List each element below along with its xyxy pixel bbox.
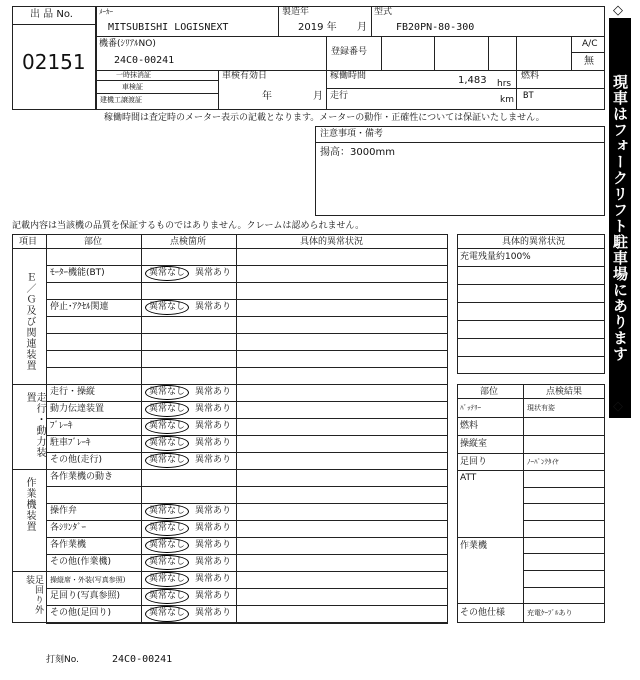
lot-label: 出 品 No.: [30, 9, 73, 20]
row-separator: [46, 537, 448, 538]
ok-label: 異常なし: [149, 506, 186, 516]
row-separator: [46, 282, 448, 283]
model-label: 型式: [374, 7, 393, 17]
group-label: Ｅ／Ｇ及び関連装置: [24, 272, 35, 371]
hours-note: 稼働時間は査定時のメーター表示の記載となります。メーターの動作・正確性については保証いたしません。: [104, 113, 545, 123]
row-separator: [46, 418, 448, 419]
hours-unit: hrs: [497, 79, 512, 89]
ng-label: 異常あり: [195, 608, 232, 618]
ok-label: 異常なし: [149, 540, 186, 550]
remarks-label: 注意事項・備考: [320, 129, 384, 139]
ok-label: 異常なし: [149, 574, 186, 584]
lot-number: 02151: [22, 50, 86, 74]
cert-transfer: 建機工譲渡証: [100, 96, 142, 104]
hours-label: 稼働時間: [330, 71, 367, 81]
header-item: 項目: [19, 237, 38, 247]
disclaimer: 記載内容は当該機の品質を保証するものではありません。クレームは認められません。: [12, 221, 365, 231]
ok-label: 異常なし: [149, 302, 186, 312]
results-part-cab: 操縦室: [460, 439, 488, 449]
ng-label: 異常あり: [195, 404, 232, 414]
ok-label: 異常なし: [149, 438, 186, 448]
row-separator: [46, 554, 448, 555]
row-part-label: 操縦席・外装(写真参照): [50, 576, 126, 584]
year-label: 製造年: [282, 7, 310, 17]
stamp-value: 24C0-00241: [112, 654, 173, 665]
ng-label: 異常あり: [195, 387, 232, 397]
ok-label: 異常なし: [149, 268, 186, 278]
ac-value: 無: [584, 56, 594, 67]
row-separator: [46, 503, 448, 504]
cert-temp-deregistration: 一時抹消証: [116, 71, 151, 79]
row-separator: [46, 452, 448, 453]
row-separator: [46, 520, 448, 521]
model-value: FB20PN-80-300: [396, 22, 475, 33]
ok-label: 異常なし: [149, 557, 186, 567]
row-part-label: その他(足回り): [50, 608, 112, 618]
row-part-label: 動力伝達装置: [50, 404, 105, 414]
fuel-label: 燃料: [521, 71, 540, 81]
serial-label: 機番(ｼﾘｱﾙNO): [99, 39, 156, 49]
results-value-battery: 現状有姿: [527, 404, 555, 412]
remarks-value: 揚高：3000mm: [320, 147, 395, 158]
results-part-att: ATT: [460, 473, 477, 483]
travel-label: 走行: [330, 91, 349, 101]
ok-label: 異常なし: [149, 455, 186, 465]
results-part-work-equipment: 作業機: [460, 541, 488, 551]
inspection-label: 車検有効日: [222, 71, 268, 81]
right-detail-line1: 充電残量約100%: [460, 252, 531, 262]
ng-label: 異常あり: [195, 506, 232, 516]
row-separator: [46, 299, 448, 300]
row-separator: [46, 333, 448, 334]
row-separator: [46, 588, 448, 589]
ng-label: 異常あり: [195, 557, 232, 567]
results-part-undercarriage: 足回り: [460, 457, 488, 467]
banner-diamond-top: ◇: [613, 3, 623, 18]
location-banner: 現車はフォークリフト駐車場にあります: [609, 18, 631, 418]
ok-label: 異常なし: [149, 523, 186, 533]
results-value-other-spec: 充電ｹｰﾌﾞﾙあり: [527, 609, 573, 617]
row-part-label: 各作業機の動き: [50, 472, 114, 482]
hours-value: 1,483: [458, 75, 487, 86]
results-part-other-spec: その他仕様: [460, 608, 506, 618]
maker-label: ﾒｰｶｰ: [99, 8, 113, 16]
row-separator: [46, 435, 448, 436]
results-value-undercarriage: ﾉｰﾊﾟﾝｸﾀｲﾔ: [527, 458, 559, 466]
fuel-value: BT: [523, 91, 534, 101]
header-part: 部位: [84, 237, 103, 247]
inspection-year-unit: 年: [262, 91, 272, 102]
ng-label: 異常あり: [195, 302, 232, 312]
header-check: 点検箇所: [170, 237, 207, 247]
ac-label: A/C: [582, 39, 598, 49]
ng-label: 異常あり: [195, 268, 232, 278]
ng-label: 異常あり: [195, 438, 232, 448]
row-part-label: 停止･ｱｸｾﾙ関連: [50, 302, 109, 312]
row-separator: [46, 350, 448, 351]
row-part-label: 足回り(写真参照): [50, 591, 121, 601]
ng-label: 異常あり: [195, 421, 232, 431]
row-separator: [46, 367, 448, 368]
header-detail: 具体的異常状況: [300, 237, 364, 247]
results-header-result: 点検結果: [546, 387, 583, 397]
maker-value: MITSUBISHI LOGISNEXT: [108, 22, 229, 33]
cert-vehicle-inspection: 車検証: [122, 83, 143, 91]
results-part-battery: ﾊﾞｯﾃﾘｰ: [460, 404, 481, 412]
group-label: 作業機装置: [24, 477, 35, 532]
row-separator: [46, 486, 448, 487]
row-part-label: 各作業機: [50, 540, 87, 550]
registration-label: 登録番号: [331, 47, 368, 57]
row-part-label: 操作弁: [50, 506, 78, 516]
row-part-label: 各ｼﾘﾝﾀﾞｰ: [50, 523, 87, 533]
row-part-label: 走行・操縦: [50, 387, 96, 397]
row-part-label: その他(作業機): [50, 557, 112, 567]
results-part-fuel: 燃料: [460, 421, 479, 431]
row-separator: [46, 605, 448, 606]
ok-label: 異常なし: [149, 421, 186, 431]
ok-label: 異常なし: [149, 387, 186, 397]
ok-label: 異常なし: [149, 591, 186, 601]
group-separator: [12, 384, 448, 385]
remarks-box: [315, 126, 605, 216]
ng-label: 異常あり: [195, 574, 232, 584]
serial-value: 24C0-00241: [114, 55, 175, 66]
group-label: 足回り外装: [24, 575, 43, 615]
row-part-label: ﾓｰﾀｰ機能(BT): [50, 268, 105, 278]
row-separator: [46, 623, 448, 624]
group-separator: [12, 469, 448, 470]
inspection-month-unit: 月: [313, 91, 323, 102]
row-part-label: 駐車ﾌﾞﾚｰｷ: [50, 438, 91, 448]
ng-label: 異常あり: [195, 591, 232, 601]
km-unit: km: [500, 95, 514, 105]
row-separator: [46, 316, 448, 317]
year-value: 2019 年: [298, 22, 337, 33]
row-separator: [46, 401, 448, 402]
ng-label: 異常あり: [195, 455, 232, 465]
ok-label: 異常なし: [149, 608, 186, 618]
row-separator: [46, 265, 448, 266]
ok-label: 異常なし: [149, 404, 186, 414]
banner-diamond-bottom: ◇: [613, 399, 623, 414]
group-label: 走行・動力装置: [24, 392, 45, 458]
group-separator: [12, 571, 448, 572]
stamp-label: 打刻No.: [46, 655, 79, 665]
ng-label: 異常あり: [195, 523, 232, 533]
row-part-label: その他(走行): [50, 455, 103, 465]
right-detail-header: 具体的異常状況: [502, 237, 566, 247]
results-header-part: 部位: [480, 387, 499, 397]
ng-label: 異常あり: [195, 540, 232, 550]
month-unit: 月: [357, 22, 367, 33]
row-part-label: ﾌﾞﾚｰｷ: [50, 421, 73, 431]
